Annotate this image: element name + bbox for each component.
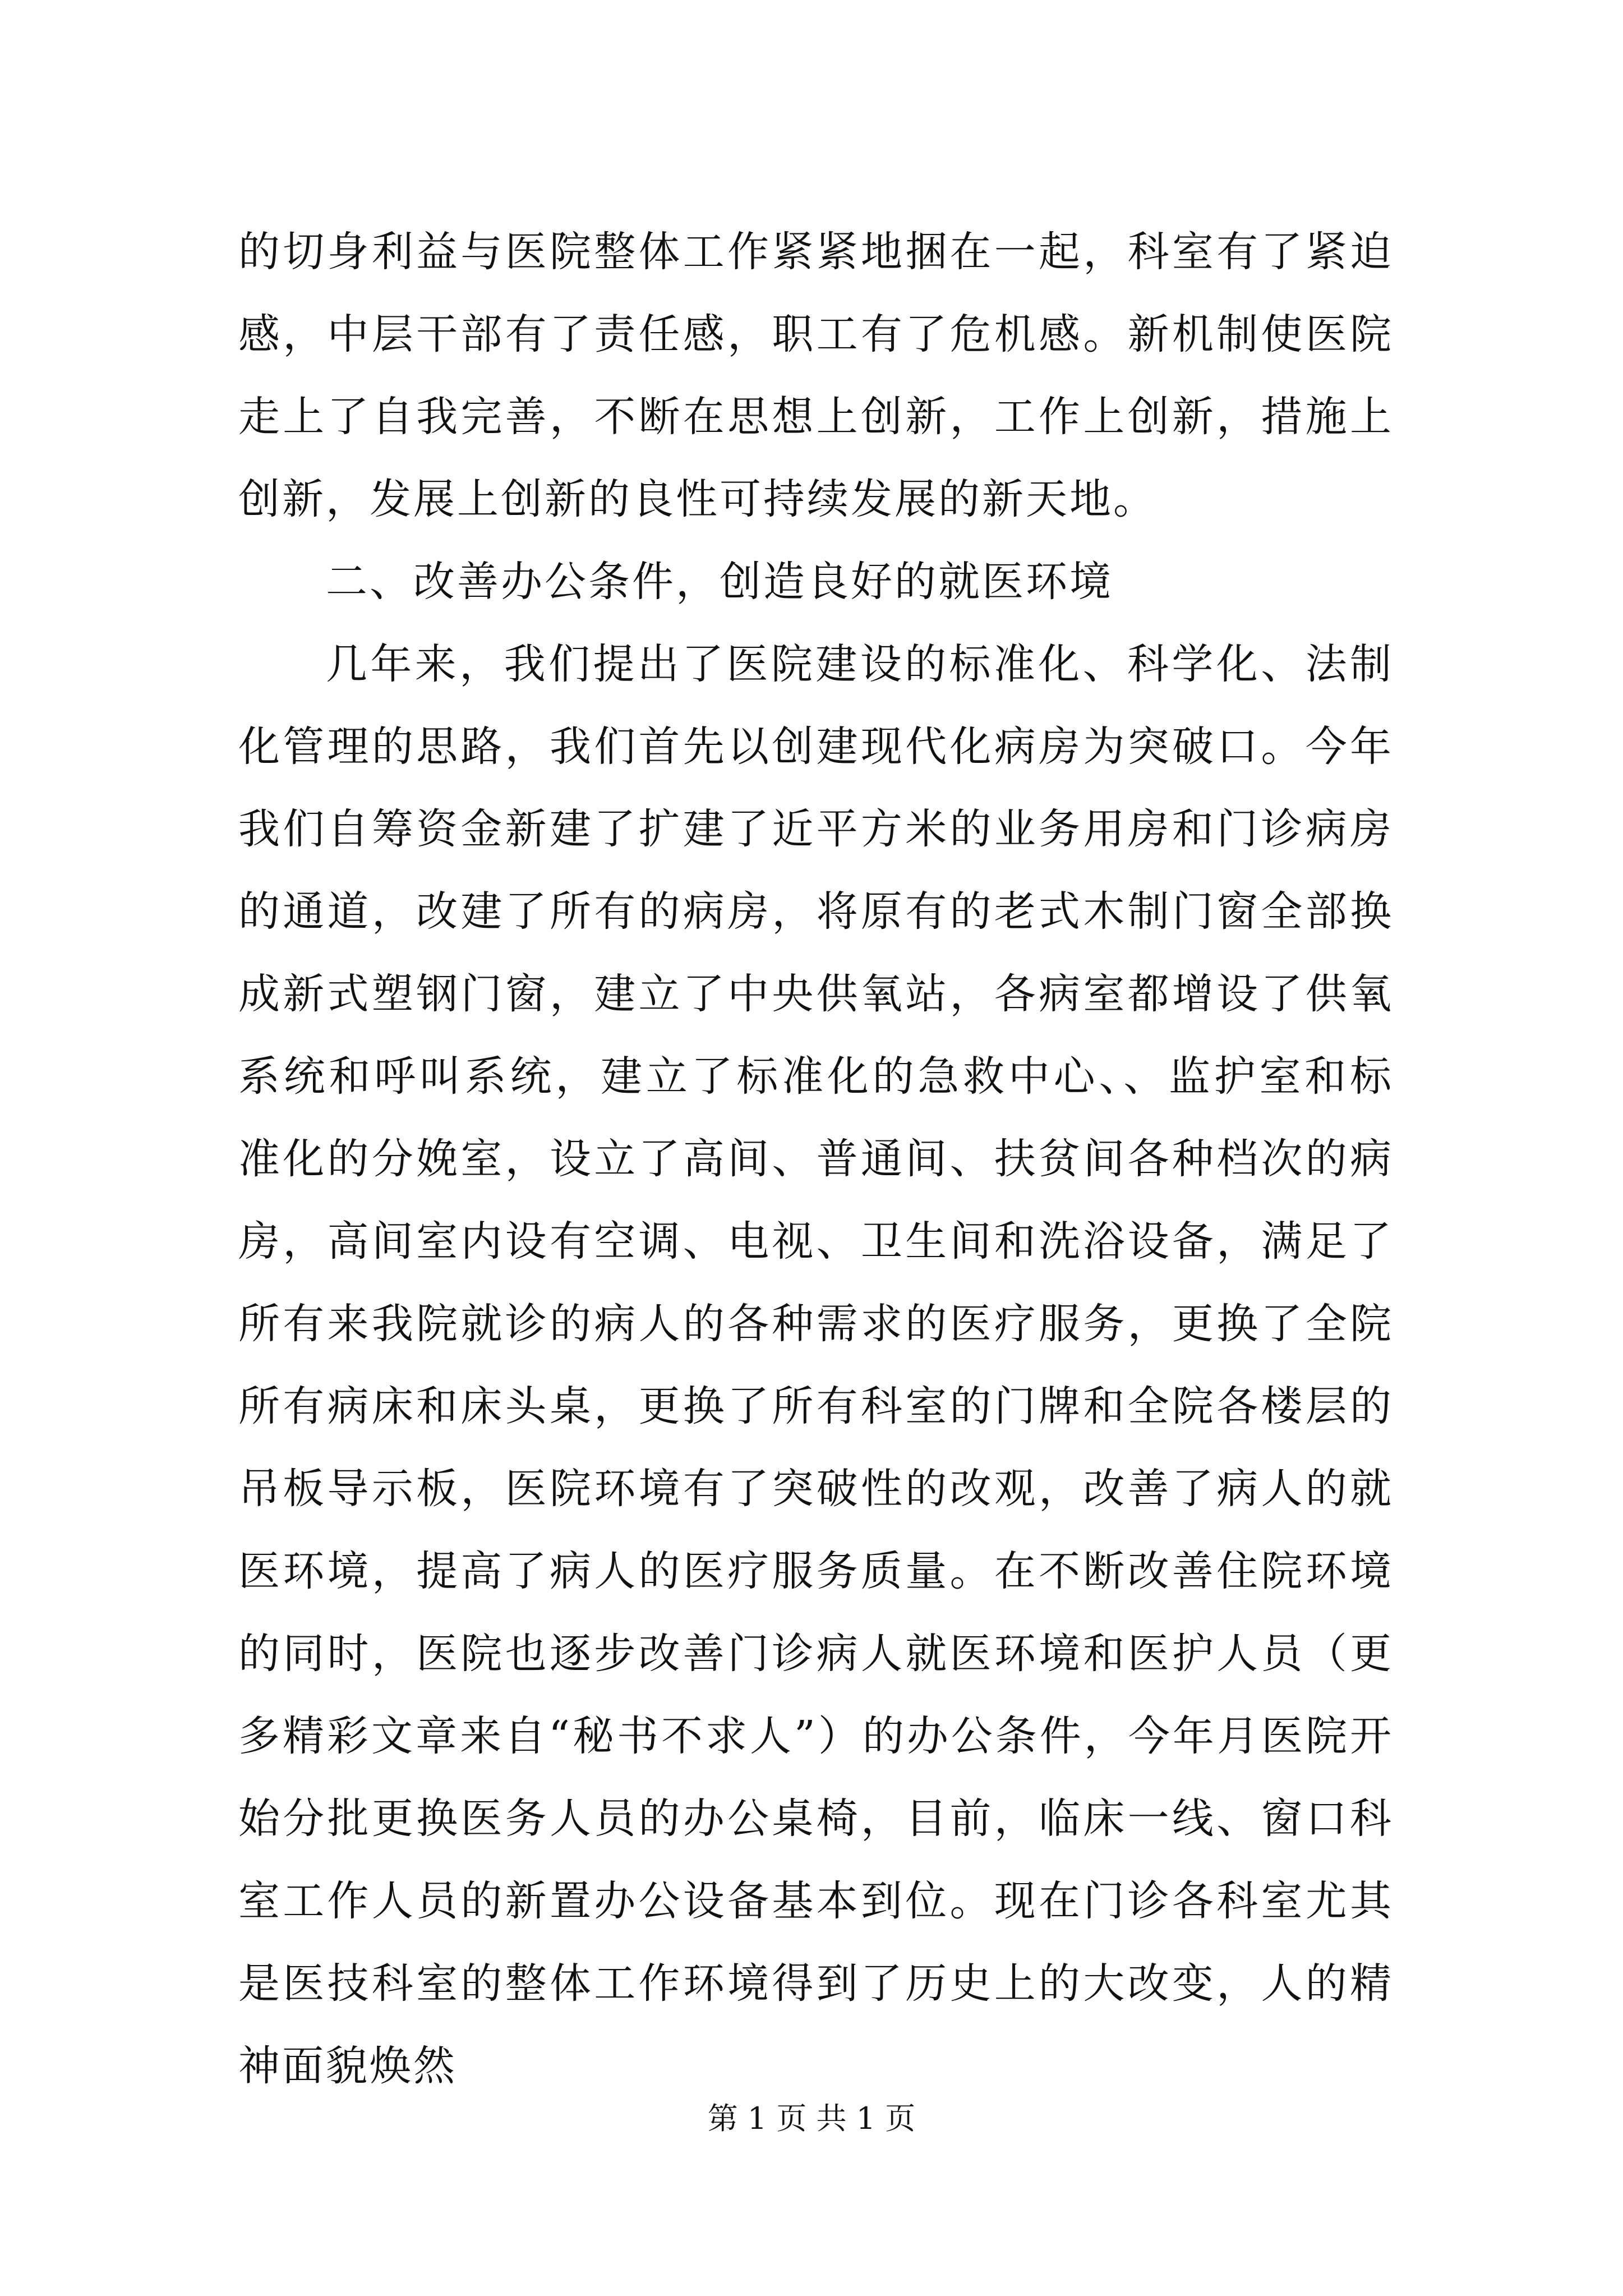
section-heading: 二、改善办公条件，创造良好的就医环境	[326, 558, 1113, 606]
paragraph-body: 几年来，我们提出了医院建设的标准化、科学化、法制化管理的思路，我们首先以创建现代化病房为突破口。今年我们自筹资金新建了扩建了近平方米的业务用房和门诊病房的通道，改建了所有的病房，将原有的老式木制门窗全部换成新式塑钢门窗，建立了中央供氧站，各病室都增设了供氧系统和呼叫系统，建立了标准化的急救中心、、监护室和标准化的分娩室，设立了高间、普通间、扶贫间各种档次的病房，高间室内设有空调、电视、卫生间和洗浴设备，满足了所有来我院就诊的病人的各种需求的医疗服务，更换了全院所有病床和床头桌，更换了所有科室的门牌和全院各楼层的吊板导示板，医院环境有了突破性的改观，改善了病人的就医环境，提高了病人的医疗服务质量。在不断改善住院环境的同时，医院也逐步改善门诊病人就医环境和医护人员（更多精彩文章来自“秘书不求人”）的办公条件，今年月医院开始分批更换医务人员的办公桌椅，目前，临床一线、窗口科室工作人员的新置办公设备基本到位。现在门诊各科室尤其是医技科室的整体工作环境得到了历史上的大改变，人的精神面貌焕然	[238, 640, 1394, 2090]
document-body	[238, 211, 1394, 2108]
page-footer: 第 1 页 共 1 页	[707, 2101, 916, 2136]
paragraph-continuation: 的切身利益与医院整体工作紧紧地捆在一起，科室有了紧迫感，中层干部有了责任感，职工有了危机感。新机制使医院走上了自我完善，不断在思想上创新，工作上创新，措施上创新，发展上创新的良性可持续发展的新天地。	[238, 228, 1394, 523]
